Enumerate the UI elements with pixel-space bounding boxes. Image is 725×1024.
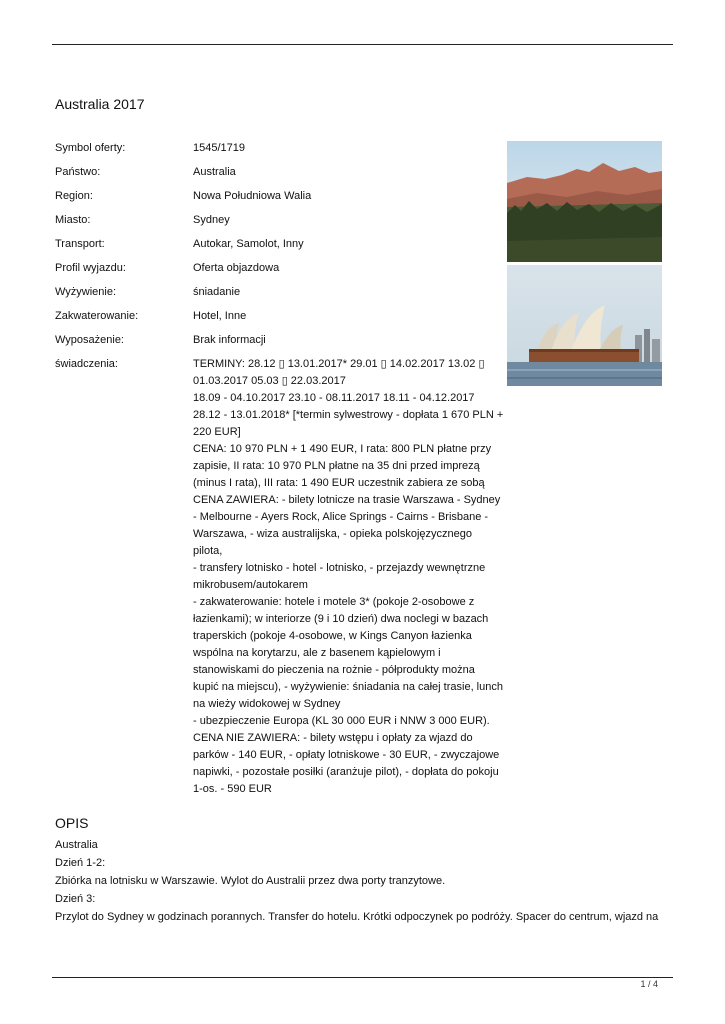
detail-row (55, 236, 505, 253)
detail-row (55, 164, 505, 181)
opis-line: Australia (55, 839, 98, 851)
swiadczenia-line: 28.12 - 13.01.2018* [*termin sylwestrowy - dopłata 1 670 PLN + (193, 409, 504, 421)
detail-value: Oferta objazdowa (193, 262, 280, 274)
swiadczenia-line: 220 EUR] (193, 426, 241, 438)
swiadczenia-line: - ubezpieczenie Europa (KL 30 000 EUR i NNW 3 000 EUR). (193, 715, 490, 727)
swiadczenia-line: - Melbourne - Ayers Rock, Alice Springs - Cairns - Brisbane - (193, 511, 489, 523)
opis-line: Przylot do Sydney w godzinach porannych. Transfer do hotelu. Krótki odpoczynek po podróży. Spacer do centrum, wjazd na (55, 911, 659, 923)
swiadczenia-text (193, 356, 505, 798)
swiadczenia-line: zapisie, II rata: 10 970 PLN płatne na 35 dni przed imprezą (193, 460, 480, 472)
detail-value: Autokar, Samolot, Inny (193, 238, 304, 250)
swiadczenia-line: (minus I rata), III rata: 1 490 EUR uczestnik zabiera ze sobą (193, 477, 485, 489)
detail-label: Profil wyjazdu: (55, 262, 126, 274)
offer-details-table (55, 140, 505, 805)
detail-row-swiadczenia (55, 356, 505, 798)
swiadczenia-line: CENA NIE ZAWIERA: - bilety wstępu i opłaty za wjazd do (193, 732, 473, 744)
swiadczenia-line: TERMINY: 28.12 ▯ 13.01.2017* 29.01 ▯ 14.02.2017 13.02 ▯ (193, 358, 485, 370)
detail-row (55, 140, 505, 157)
swiadczenia-line: napiwki, - pozostałe posiłki (aranżuje pilot), - dopłata do pokoju (193, 766, 499, 778)
detail-label: Miasto: (55, 214, 91, 226)
detail-label: Wyposażenie: (55, 334, 124, 346)
header-rule (52, 44, 673, 45)
detail-value: Sydney (193, 214, 230, 226)
footer-rule (52, 977, 673, 978)
swiadczenia-line: Warszawa, - wiza australijska, - opieka polskojęzycznego (193, 528, 472, 540)
swiadczenia-line: traperskich (pokoje 4-osobowe, w Kings Canyon łazienka (193, 630, 472, 642)
detail-label: Region: (55, 190, 93, 202)
sydney-opera-house-photo (507, 265, 662, 386)
swiadczenia-line: mikrobusem/autokarem (193, 579, 308, 591)
mountain-landscape-photo (507, 141, 662, 262)
swiadczenia-line: - zakwaterowanie: hotele i motele 3* (pokoje 2-osobowe z (193, 596, 475, 608)
opis-text (55, 836, 675, 926)
detail-value: Hotel, Inne (193, 310, 247, 322)
swiadczenia-line: CENA: 10 970 PLN + 1 490 EUR, I rata: 800 PLN płatne przy (193, 443, 492, 455)
detail-label: Wyżywienie: (55, 286, 117, 298)
detail-value: Nowa Południowa Walia (193, 190, 312, 202)
opis-line: Dzień 1-2: (55, 857, 106, 869)
swiadczenia-line: CENA ZAWIERA: - bilety lotnicze na trasie Warszawa - Sydney (193, 494, 501, 506)
detail-value: Australia (193, 166, 236, 178)
swiadczenia-line: - transfery lotnisko - hotel - lotnisko, - przejazdy wewnętrzne (193, 562, 486, 574)
detail-row (55, 188, 505, 205)
detail-value: 1545/1719 (193, 142, 245, 154)
swiadczenia-line: pilota, (193, 545, 223, 557)
detail-label: świadczenia: (55, 358, 118, 370)
swiadczenia-line: 18.09 - 04.10.2017 23.10 - 08.11.2017 18.11 - 04.12.2017 (193, 392, 475, 404)
detail-value: Brak informacji (193, 334, 266, 346)
swiadczenia-line: wspólna na korytarzu, ale z basenem kąpielowym i (193, 647, 441, 659)
swiadczenia-line: kupić na miejscu), - wyżywienie: śniadania na całej trasie, lunch (193, 681, 503, 693)
detail-row (55, 260, 505, 277)
photo-column (507, 141, 662, 386)
detail-value: śniadanie (193, 286, 241, 298)
opis-line: Dzień 3: (55, 893, 96, 905)
swiadczenia-line: łazienkami); w interiorze (9 i 10 dzień) dwa noclegi w bazach (193, 613, 489, 625)
detail-row (55, 332, 505, 349)
detail-row (55, 212, 505, 229)
swiadczenia-line: 01.03.2017 05.03 ▯ 22.03.2017 (193, 375, 346, 387)
detail-label: Państwo: (55, 166, 101, 178)
opis-line: Zbiórka na lotnisku w Warszawie. Wylot do Australii przez dwa porty tranzytowe. (55, 875, 446, 887)
section-heading-opis: OPIS (55, 815, 89, 831)
swiadczenia-line: na wieży widokowej w Sydney (193, 698, 341, 710)
page-title: Australia 2017 (55, 96, 145, 112)
swiadczenia-line: stanowiskami do pieczenia na rożnie - półprodukty można (193, 664, 475, 676)
detail-label: Symbol oferty: (55, 142, 126, 154)
detail-row (55, 308, 505, 325)
page-number: 1 / 4 (640, 979, 658, 989)
detail-row (55, 284, 505, 301)
swiadczenia-line: 1-os. - 590 EUR (193, 783, 272, 795)
swiadczenia-line: parków - 140 EUR, - opłaty lotniskowe - 30 EUR, - zwyczajowe (193, 749, 500, 761)
detail-label: Zakwaterowanie: (55, 310, 139, 322)
detail-label: Transport: (55, 238, 105, 250)
